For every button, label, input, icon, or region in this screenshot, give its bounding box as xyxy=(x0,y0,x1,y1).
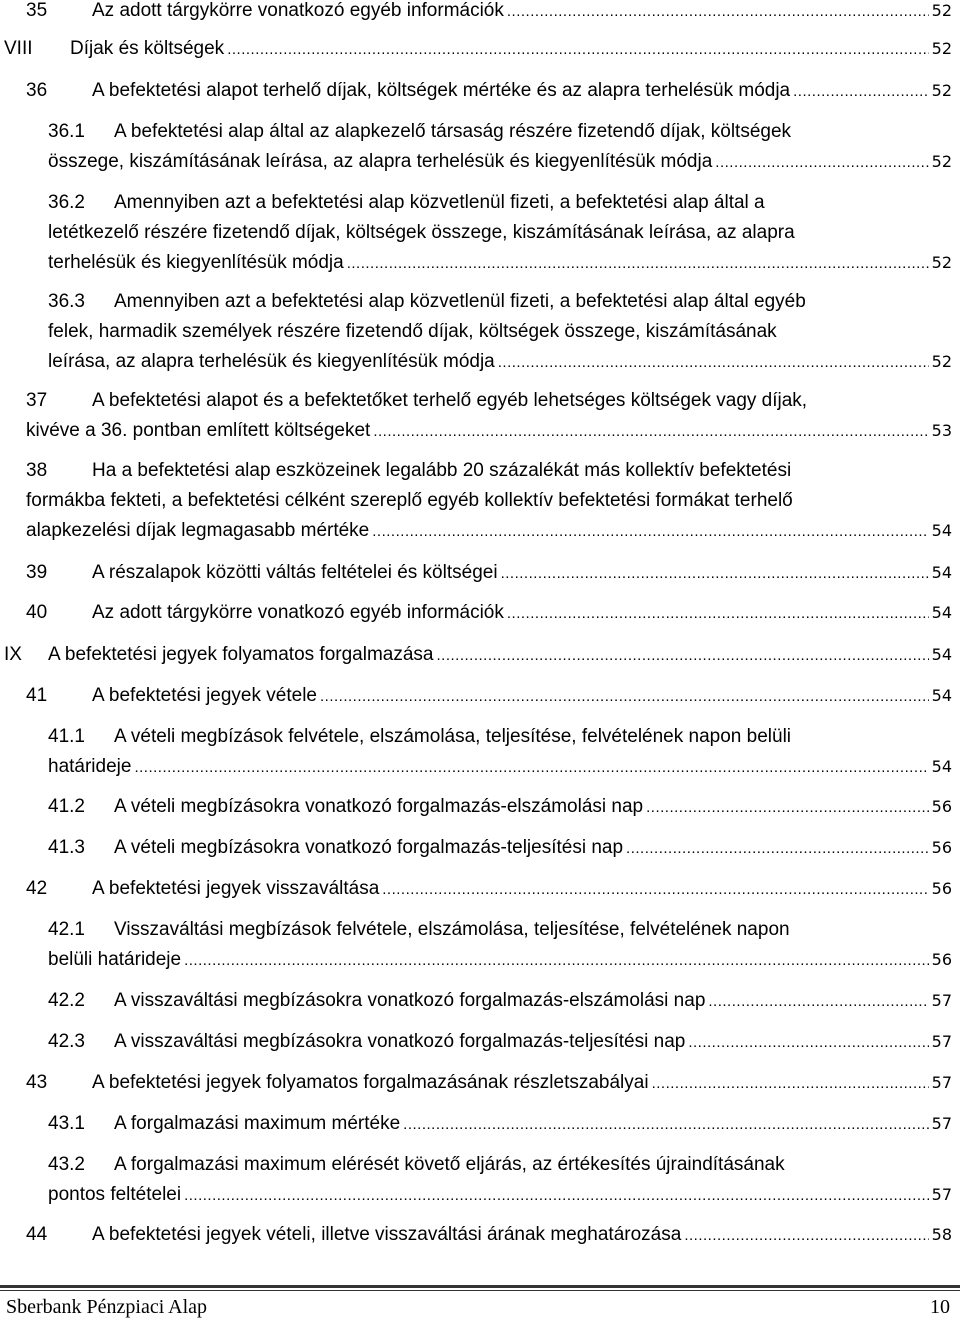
toc-entry-number: 36.1 xyxy=(48,117,85,147)
toc-entry[interactable] xyxy=(0,558,952,588)
toc-entry-number: 41 xyxy=(26,681,47,711)
footer-fund-name: Sberbank Pénzpiaci Alap xyxy=(6,1296,208,1318)
footer-page-number: 10 xyxy=(930,1296,950,1318)
toc-entry-number: 36.3 xyxy=(48,287,85,317)
toc-entry-title: formákba fekteti, a befektetési célként szereplő egyéb kollektív befektetési formákat terhelő xyxy=(26,490,793,511)
dot-leader xyxy=(684,1221,928,1251)
dot-leader xyxy=(227,35,928,65)
toc-entry-title: A vételi megbízások felvétele, elszámolása, teljesítése, felvételének napon belüli xyxy=(114,726,792,747)
toc-entry[interactable] xyxy=(0,34,952,64)
toc-entry-title: pontos feltételei xyxy=(48,1180,181,1210)
toc-entry-number: 36.2 xyxy=(48,188,85,218)
dot-leader xyxy=(436,641,928,671)
toc-page-number: 52 xyxy=(931,39,952,58)
dot-leader xyxy=(501,559,929,589)
toc-entry-number: 36 xyxy=(26,76,47,106)
toc-entry-title: A forgalmazási maximum mértéke xyxy=(114,1109,400,1139)
toc-page-number: 57 xyxy=(931,991,952,1010)
toc-entry-number: 41.3 xyxy=(48,833,85,863)
dot-leader xyxy=(372,517,928,547)
toc-page-number: 54 xyxy=(931,645,952,664)
toc-entry-number: 42.3 xyxy=(48,1027,85,1057)
toc-entry-title: letétkezelő részére fizetendő díjak, költségek összege, kiszámításának leírása, az alapra xyxy=(48,222,795,243)
toc-page-number: 54 xyxy=(931,603,952,622)
toc-entry[interactable] xyxy=(0,1068,952,1098)
dot-leader xyxy=(626,834,929,864)
toc-entry[interactable] xyxy=(0,0,952,26)
dot-leader xyxy=(184,1181,929,1211)
toc-page-number: 57 xyxy=(931,1114,952,1133)
toc-page-number: 56 xyxy=(931,797,952,816)
dot-leader xyxy=(708,987,928,1017)
dot-leader xyxy=(347,249,929,279)
toc-page-number: 52 xyxy=(931,152,952,171)
dot-leader xyxy=(134,753,928,783)
toc-entry-number: 41.2 xyxy=(48,792,85,822)
toc-page-number: 56 xyxy=(931,879,952,898)
toc-entry-number: 41.1 xyxy=(48,722,85,752)
toc-entry-number: VIII xyxy=(4,34,33,64)
toc-entry-title: A befektetési alapot terhelő díjak, költségek mértéke és az alapra terhelésük módja xyxy=(92,76,790,106)
dot-leader xyxy=(320,682,929,712)
toc-entry-title: A vételi megbízásokra vonatkozó forgalmazás-elszámolási nap xyxy=(114,792,643,822)
dot-leader xyxy=(498,348,929,378)
toc-entry-title: Visszaváltási megbízások felvétele, elszámolása, teljesítése, felvételének napon xyxy=(114,919,790,940)
toc-entry[interactable] xyxy=(0,792,952,822)
toc-entry[interactable] xyxy=(0,681,952,711)
toc-page-number: 52 xyxy=(931,253,952,272)
toc-page-number: 52 xyxy=(931,352,952,371)
toc-entry-number: IX xyxy=(4,640,22,670)
toc-entry-title: belüli határideje xyxy=(48,945,181,975)
toc-entry-title: Díjak és költségek xyxy=(70,34,224,64)
toc-entry[interactable] xyxy=(0,76,952,106)
toc-entry-title: A forgalmazási maximum elérését követő eljárás, az értékesítés újraindításának xyxy=(114,1154,785,1175)
toc-page-number: 52 xyxy=(931,81,952,100)
toc-page-number: 53 xyxy=(931,421,952,440)
toc-entry-number: 35 xyxy=(26,0,47,26)
toc-entry-title: A befektetési jegyek vételi, illetve visszaváltási árának meghatározása xyxy=(92,1220,681,1250)
toc-entry[interactable] xyxy=(0,287,952,377)
toc-entry[interactable] xyxy=(0,1150,952,1210)
toc-entry-number: 42.2 xyxy=(48,986,85,1016)
toc-entry[interactable] xyxy=(0,1027,952,1057)
toc-entry[interactable] xyxy=(0,456,952,546)
toc-entry-number: 40 xyxy=(26,598,47,628)
toc-entry-title: A vételi megbízásokra vonatkozó forgalmazás-teljesítési nap xyxy=(114,833,623,863)
toc-entry[interactable] xyxy=(0,1220,952,1250)
toc-entry[interactable] xyxy=(0,986,952,1016)
toc-entry-title: Amennyiben azt a befektetési alap közvetlenül fizeti, a befektetési alap által a xyxy=(114,192,765,213)
toc-page-number: 54 xyxy=(931,563,952,582)
toc-entry-title: A befektetési alap által az alapkezelő társaság részére fizetendő díjak, költségek xyxy=(114,121,792,142)
toc-entry[interactable] xyxy=(0,874,952,904)
toc-entry-title: A befektetési jegyek visszaváltása xyxy=(92,874,379,904)
toc-entry-title: felek, harmadik személyek részére fizetendő díjak, költségek összege, kiszámításának xyxy=(48,321,777,342)
toc-entry[interactable] xyxy=(0,598,952,628)
toc-page-number: 57 xyxy=(931,1185,952,1204)
toc-page-number: 56 xyxy=(931,950,952,969)
toc-entry-title: kivéve a 36. pontban említett költségeket xyxy=(26,416,370,446)
toc-entry-title: A befektetési alapot és a befektetőket terhelő egyéb lehetséges költségek vagy díjak, xyxy=(92,390,808,411)
toc-entry-title: határideje xyxy=(48,752,131,782)
toc-entry-title: Az adott tárgykörre vonatkozó egyéb információk xyxy=(92,0,504,26)
toc-entry[interactable] xyxy=(0,188,952,278)
dot-leader xyxy=(373,417,928,447)
toc-entry[interactable] xyxy=(0,1109,952,1139)
dot-leader xyxy=(652,1069,929,1099)
dot-leader xyxy=(382,875,928,905)
toc-entry-title: A befektetési jegyek folyamatos forgalmazásának részletszabályai xyxy=(92,1068,649,1098)
dot-leader xyxy=(507,0,929,27)
toc-page-number: 57 xyxy=(931,1032,952,1051)
toc-entry[interactable] xyxy=(0,833,952,863)
toc-page-number: 56 xyxy=(931,838,952,857)
toc-page-number: 57 xyxy=(931,1073,952,1092)
toc-entry[interactable] xyxy=(0,722,952,782)
toc-entry-number: 44 xyxy=(26,1220,47,1250)
toc-entry-title: Az adott tárgykörre vonatkozó egyéb információk xyxy=(92,598,504,628)
toc-entry[interactable] xyxy=(0,640,952,670)
toc-entry-number: 43.2 xyxy=(48,1150,85,1180)
toc-page-number: 58 xyxy=(931,1225,952,1244)
toc-page-number: 54 xyxy=(931,686,952,705)
toc-entry-title: alapkezelési díjak legmagasabb mértéke xyxy=(26,516,369,546)
toc-page-number: 54 xyxy=(931,757,952,776)
toc-entry-number: 37 xyxy=(26,386,47,416)
toc-entry-title: A visszaváltási megbízásokra vonatkozó forgalmazás-elszámolási nap xyxy=(114,986,705,1016)
toc-entry-number: 38 xyxy=(26,456,47,486)
footer-rule xyxy=(0,1285,960,1288)
toc-entry-title: Ha a befektetési alap eszközeinek legalább 20 százalékát más kollektív befektetési xyxy=(92,460,792,481)
toc-entry-number: 43 xyxy=(26,1068,47,1098)
toc-entry-title: A részalapok közötti váltás feltételei és költségei xyxy=(92,558,498,588)
toc-entry-number: 42.1 xyxy=(48,915,85,945)
dot-leader xyxy=(688,1028,928,1058)
toc-entry[interactable] xyxy=(0,386,952,446)
toc-entry-title: leírása, az alapra terhelésük és kiegyenlítésük módja xyxy=(48,347,495,377)
toc-page-number: 54 xyxy=(931,521,952,540)
dot-leader xyxy=(184,946,929,976)
dot-leader xyxy=(403,1110,928,1140)
toc-entry-number: 43.1 xyxy=(48,1109,85,1139)
toc-entry[interactable] xyxy=(0,915,952,975)
dot-leader xyxy=(793,77,929,107)
toc-entry-title: Amennyiben azt a befektetési alap közvetlenül fizeti, a befektetési alap által egyéb xyxy=(114,291,806,312)
dot-leader xyxy=(507,599,929,629)
toc-page-number: 52 xyxy=(931,1,952,20)
toc-entry[interactable] xyxy=(0,117,952,177)
footer-rule-thin xyxy=(0,1290,960,1291)
toc-entry-number: 39 xyxy=(26,558,47,588)
toc-entry-title: A befektetési jegyek vétele xyxy=(92,681,317,711)
toc-entry-number: 42 xyxy=(26,874,47,904)
toc-entry-title: A befektetési jegyek folyamatos forgalmazása xyxy=(48,640,433,670)
toc-entry-title: összege, kiszámításának leírása, az alapra terhelésük és kiegyenlítésük módja xyxy=(48,147,712,177)
toc-entry-title: A visszaváltási megbízásokra vonatkozó forgalmazás-teljesítési nap xyxy=(114,1027,685,1057)
dot-leader xyxy=(715,148,928,178)
toc-entry-title: terhelésük és kiegyenlítésük módja xyxy=(48,248,344,278)
dot-leader xyxy=(646,793,929,823)
